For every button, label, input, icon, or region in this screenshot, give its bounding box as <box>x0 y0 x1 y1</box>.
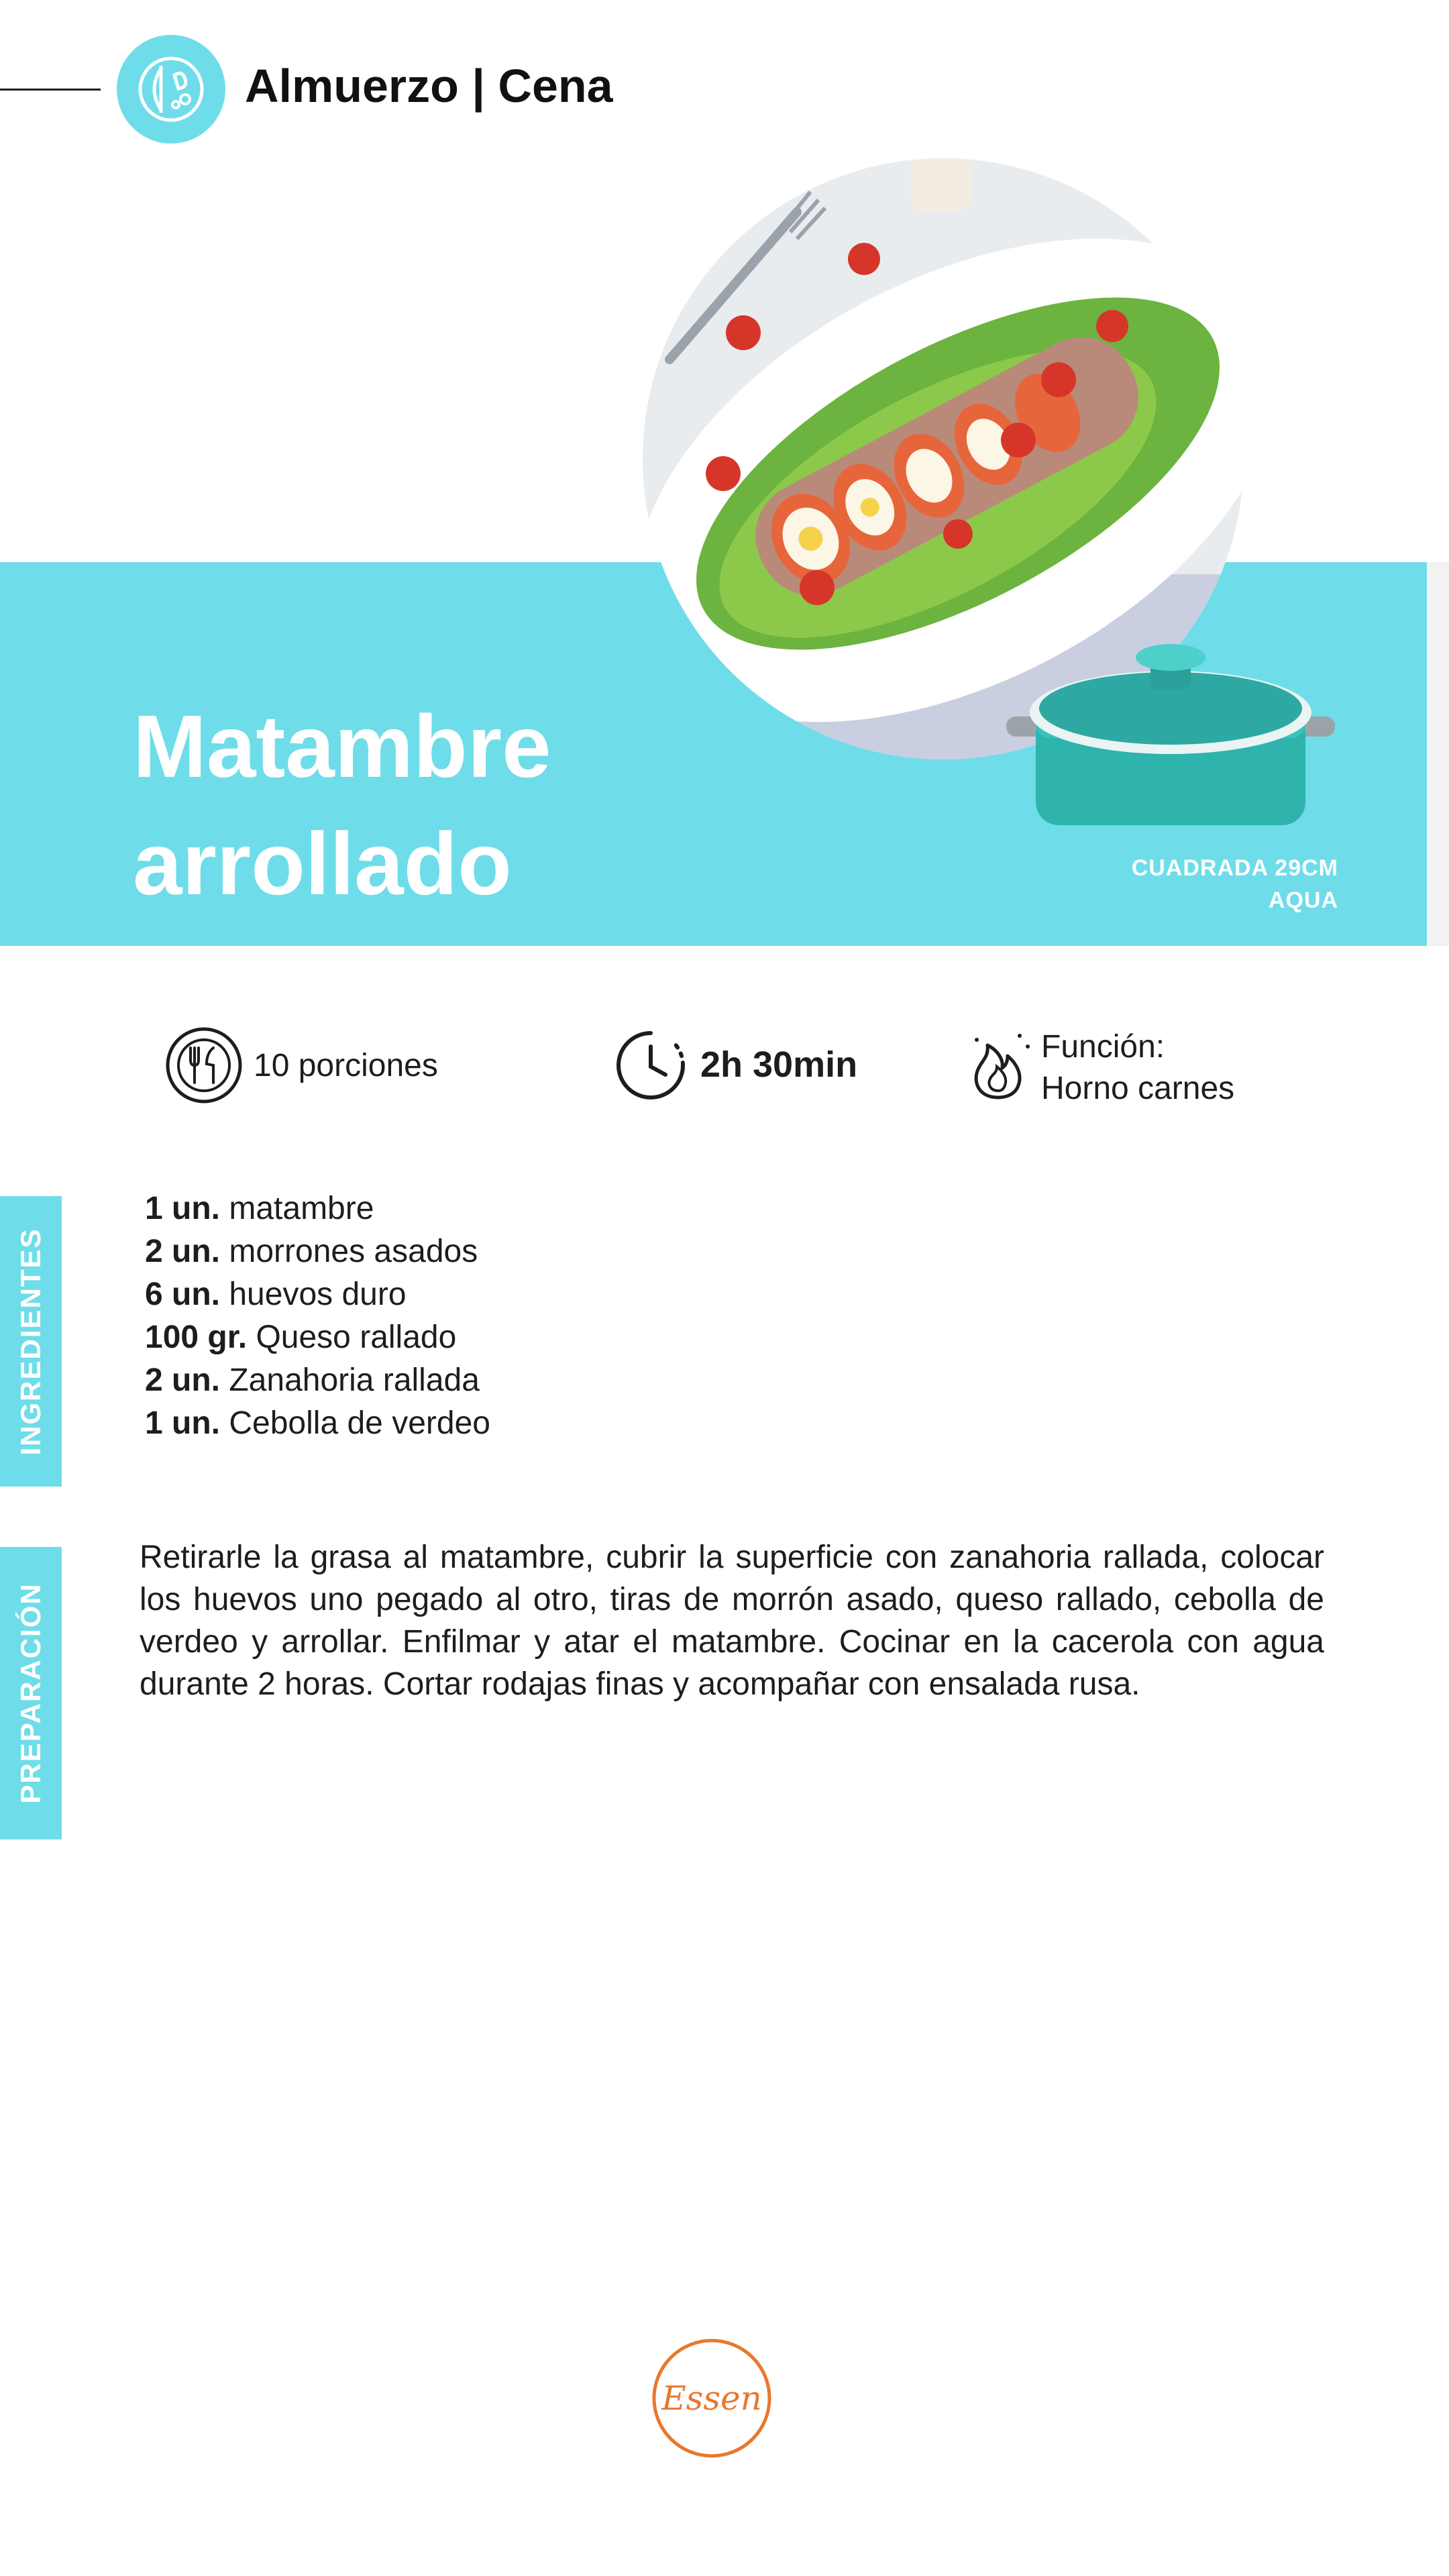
recipe-title <box>133 688 683 922</box>
category-title: Almuerzo | Cena <box>245 60 613 112</box>
meal-plate-icon <box>117 35 225 144</box>
ingredient-qty: 1 un. <box>145 1191 221 1226</box>
list-item <box>145 1359 490 1402</box>
ingredient-name: huevos duro <box>229 1277 407 1312</box>
clock-icon <box>612 1026 690 1104</box>
list-item <box>145 1230 490 1273</box>
pot-image <box>1006 637 1335 832</box>
recipe-title-line2: arrollado <box>133 814 512 913</box>
ingredient-qty: 1 un. <box>145 1405 221 1441</box>
ingredients-list <box>145 1187 490 1445</box>
product-label-line1: CUADRADA 29CM <box>1131 855 1338 881</box>
list-item <box>145 1273 490 1316</box>
ingredient-qty: 6 un. <box>145 1277 221 1312</box>
recipe-title-line1: Matambre <box>133 697 551 796</box>
ingredient-name: matambre <box>229 1191 374 1226</box>
list-item <box>145 1187 490 1230</box>
tab-ingredients <box>0 1196 62 1487</box>
portions-text: 10 porciones <box>254 1048 438 1083</box>
tab-ingredients-label: INGREDIENTES <box>15 1227 46 1456</box>
product-label <box>1070 852 1338 916</box>
tab-preparation-label: PREPARACIÓN <box>15 1582 46 1804</box>
ingredient-qty: 2 un. <box>145 1362 221 1398</box>
product-label-line2: AQUA <box>1268 888 1338 913</box>
function-label: Función: <box>1041 1029 1165 1065</box>
time-text: 2h 30min <box>700 1044 858 1085</box>
ingredient-qty: 100 gr. <box>145 1320 248 1355</box>
preparation-text: Retirarle la grasa al matambre, cubrir la superficie con zanahoria rallada, colocar los huevos uno pegado al otro, tiras de morrón asado, queso rallado, cebolla de verdeo y arrollar. Enfilmar y atar el matambre. Cocinar en la cacerola con agua durante 2 horas. Cortar rodajas finas y acompañar con ensalada rusa. <box>140 1540 1324 1702</box>
tab-preparation <box>0 1547 62 1839</box>
ingredient-qty: 2 un. <box>145 1234 221 1269</box>
logo-text: Essen <box>661 2379 762 2418</box>
function-value: Horno carnes <box>1041 1071 1235 1106</box>
ingredient-name: Zanahoria rallada <box>229 1362 480 1398</box>
band-edge <box>1427 562 1449 946</box>
function-block <box>1041 1026 1234 1110</box>
ingredient-name: Cebolla de verdeo <box>229 1405 490 1441</box>
flame-icon <box>959 1026 1037 1104</box>
essen-logo <box>648 2334 775 2462</box>
list-item <box>145 1316 490 1359</box>
list-item <box>145 1402 490 1445</box>
cutlery-icon <box>165 1026 243 1104</box>
ingredient-name: Queso rallado <box>256 1320 457 1355</box>
header-rule <box>0 89 101 91</box>
ingredient-name: morrones asados <box>229 1234 478 1269</box>
